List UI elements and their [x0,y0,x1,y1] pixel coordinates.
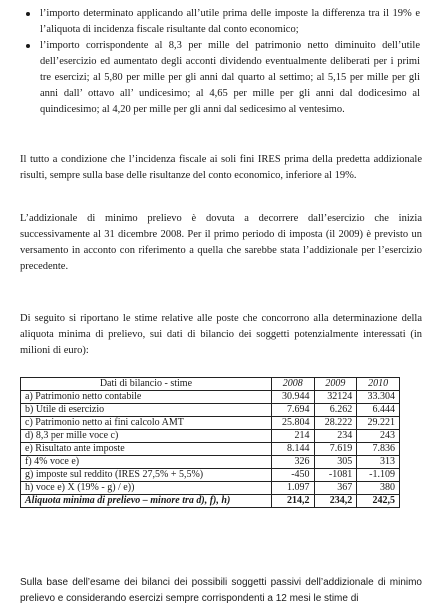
table-cell-label: a) Patrimonio netto contabile [21,391,272,404]
bullet-item [20,6,420,38]
table-cell-value: 305 [314,456,357,469]
table-cell-value: 234 [314,430,357,443]
table-cell-value: -1.109 [357,469,400,482]
table-cell-value: 29.221 [357,417,400,430]
table-cell-label: h) voce e) X (19% - g) / e)) [21,482,272,495]
table-cell-label: e) Risultato ante imposte [21,443,272,456]
table-header-cell: Dati di bilancio - stime [21,378,272,391]
table-cell-value: 30.944 [271,391,314,404]
table-row [21,430,400,443]
table-header-cell: 2009 [314,378,357,391]
bullet-text: l’importo determinato applicando all’utile prima delle imposte la differenza tra il 19% e l’aliquota di incidenza fiscale risultante dal conto economico; [40,8,420,35]
table-cell-label: c) Patrimonio netto ai fini calcolo AMT [21,417,272,430]
table-cell-value: 313 [357,456,400,469]
table-cell-label: f) 4% voce e) [21,456,272,469]
table-total-value: 242,5 [357,495,400,508]
table-total-value: 214,2 [271,495,314,508]
table-cell-value: 7.694 [271,404,314,417]
table-cell-value: 6.444 [357,404,400,417]
table-cell-value: 326 [271,456,314,469]
table-cell-value: 8.144 [271,443,314,456]
table-total-label: Aliquota minima di prelievo – minore tra d), f), h) [21,495,272,508]
paragraph-condition: Il tutto a condizione che l’incidenza fiscale ai soli fini IRES prima della predetta addizionale risulti, sempre sulla base delle risultanze del conto economico, inferiore al 19%. [20,154,422,181]
table-cell-value: 33.304 [357,391,400,404]
table-cell-value: 7.619 [314,443,357,456]
table-header-cell: 2008 [271,378,314,391]
bullet-list [20,6,420,118]
table-row [21,417,400,430]
table-cell-value: 243 [357,430,400,443]
table-total-row [21,495,400,508]
table-total-value: 234,2 [314,495,357,508]
table-row [21,456,400,469]
bullet-item [20,38,420,118]
paragraph-stime-intro: Di seguito si riportano le stime relative alle poste che concorrono alla determinazione della aliquota minima di prelievo, sui dati di bilancio dei soggetti potenzialmente interessati (in milioni di euro): [20,313,422,356]
table-cell-value: 6.262 [314,404,357,417]
bullet-dot [26,12,30,16]
table-cell-value: -450 [271,469,314,482]
table-cell-value: 380 [357,482,400,495]
table-header-row [21,378,400,391]
table-cell-value: 28.222 [314,417,357,430]
table-row [21,404,400,417]
bullet-text: l’importo corrispondente al 8,3 per mille del patrimonio netto diminuito dell’utile dell’esercizio ed aumentato degli acconti dividendo eventualmente deliberati per i primi tre esercizi; al 5,80 per mille per gli anni dal quarto al settimo; al 5,15 per mille per gli anni dall’ ottavo all’ undicesimo; al 4,65 per mille per gli anni dal dodicesimo al quindicesimo; al 4,20 per mille per gli anni dal sedicesimo al ventesimo. [40,40,420,115]
table-cell-label: b) Utile di esercizio [21,404,272,417]
table-cell-label: g) imposte sul reddito (IRES 27,5% + 5,5%) [21,469,272,482]
table-cell-value: -1081 [314,469,357,482]
table-row [21,443,400,456]
table-header-cell: 2010 [357,378,400,391]
table-cell-value: 1.097 [271,482,314,495]
estimates-table [20,377,400,508]
table-row [21,482,400,495]
table-cell-value: 367 [314,482,357,495]
table-cell-value: 32124 [314,391,357,404]
table-row [21,391,400,404]
table-row [21,469,400,482]
table-cell-label: d) 8,3 per mille voce c) [21,430,272,443]
bullet-dot [26,44,30,48]
paragraph-conclusion: Sulla base dell’esame dei bilanci dei possibili soggetti passivi dell’addizionale di minimo prelievo e considerando esercizi sempre corrispondenti a 12 mesi le stime di [20,577,422,604]
paragraph-addizionale: L’addizionale di minimo prelievo è dovuta a decorrere dall’esercizio che inizia successivamente al 31 dicembre 2008. Per il primo periodo di imposta (il 2009) è previsto un versamento in acconto con riferimento a quella che sarebbe stata l’addizionale per l’esercizio precedente. [20,213,422,272]
table-cell-value: 214 [271,430,314,443]
table-cell-value: 25.804 [271,417,314,430]
table-cell-value: 7.836 [357,443,400,456]
